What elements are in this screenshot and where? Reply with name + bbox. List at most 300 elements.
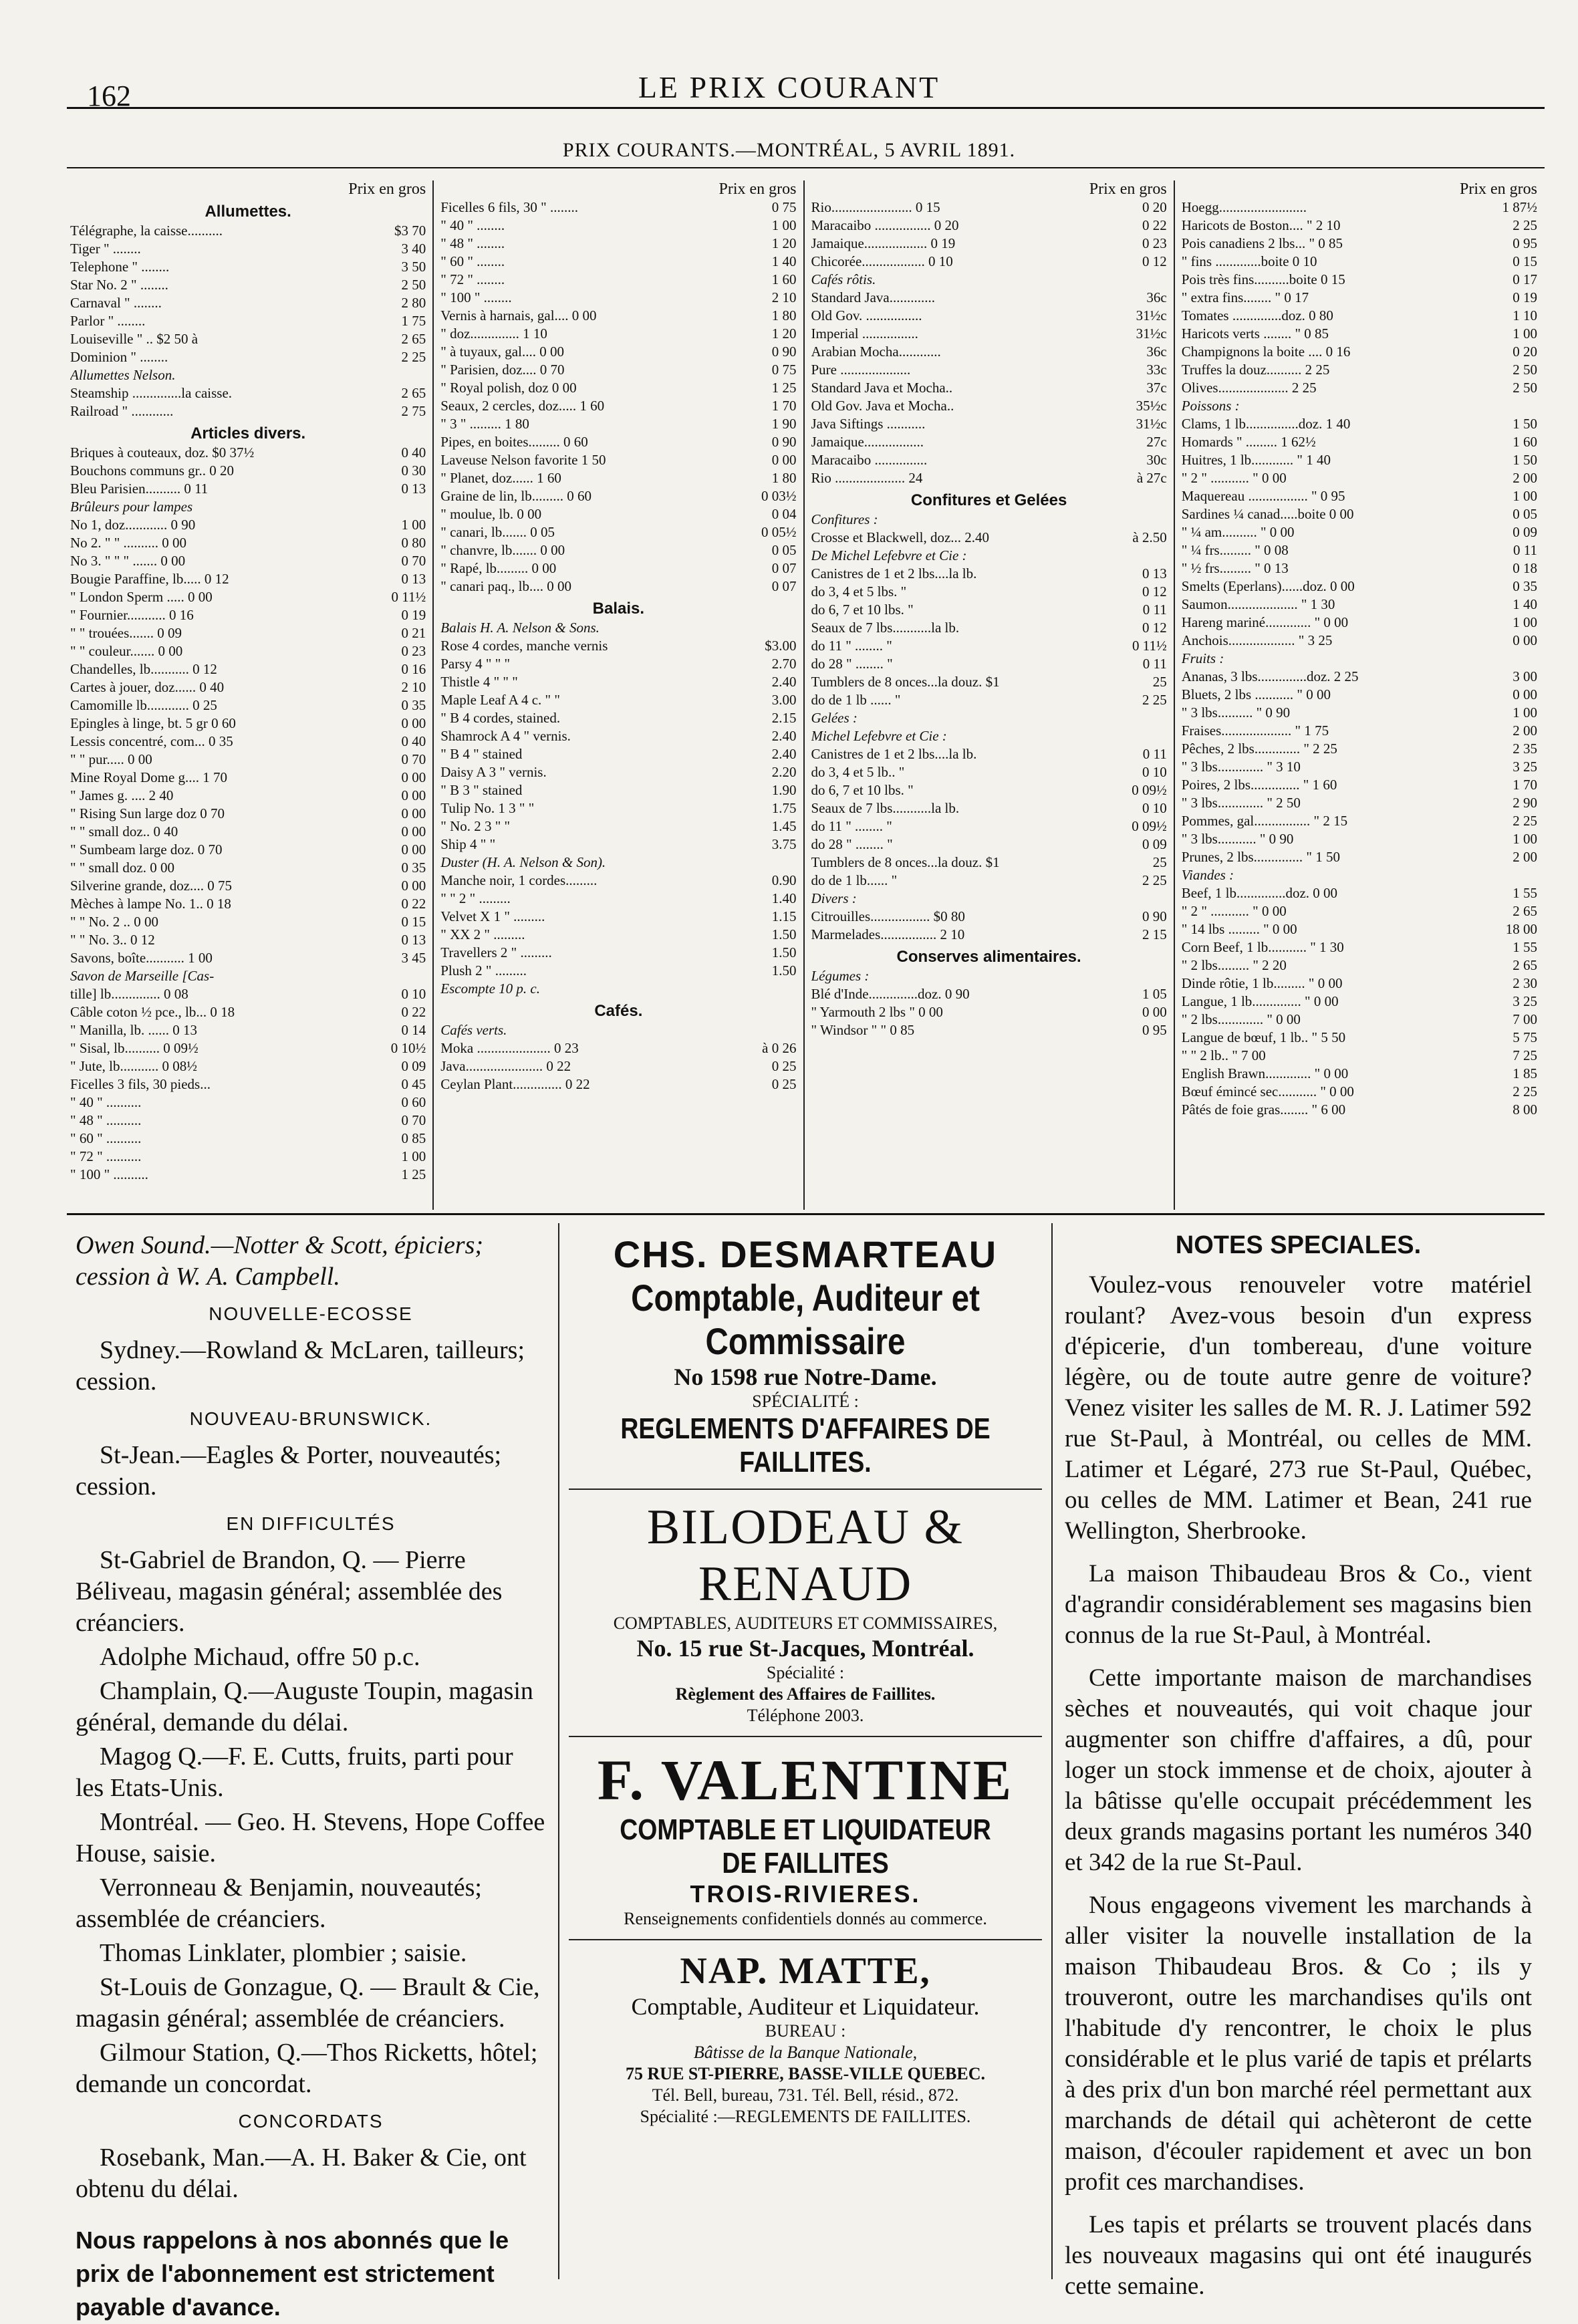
item-name: Anchois................... " 3 25 xyxy=(1181,632,1333,648)
item-name: " " small doz. 0 00 xyxy=(70,860,174,876)
price-row xyxy=(70,534,426,552)
item-name: Pois canadiens 2 lbs... " 0 85 xyxy=(1181,235,1343,251)
price-row xyxy=(1182,379,1537,397)
ad-building: Bâtisse de la Banque Nationale, xyxy=(693,2043,918,2062)
notice-item: Sydney.—Rowland & McLaren, tailleurs; cession. xyxy=(76,1336,525,1396)
price-row xyxy=(70,1039,426,1057)
item-price: 2 10 xyxy=(771,289,797,305)
price-row xyxy=(70,823,426,841)
item-price: 0 10 xyxy=(1142,764,1167,780)
item-price: 0 13 xyxy=(401,571,426,587)
price-row xyxy=(1182,361,1537,379)
item-price: 1.15 xyxy=(771,908,797,924)
item-price: 36c xyxy=(1146,289,1167,305)
item-name: No 3. " " " ....... 0 00 xyxy=(70,553,186,569)
price-row xyxy=(1182,1029,1537,1047)
price-row xyxy=(811,799,1167,817)
item-name: Cartes à jouer, doz...... 0 40 xyxy=(70,679,225,695)
price-row xyxy=(70,642,426,660)
price-row xyxy=(1182,415,1537,433)
item-name: Pêches, 2 lbs............. " 2 25 xyxy=(1181,741,1337,757)
price-columns xyxy=(63,180,1544,1210)
item-name: Corn Beef, 1 lb........... " 1 30 xyxy=(1181,939,1344,955)
item-price: 0 80 xyxy=(401,535,426,551)
price-row xyxy=(811,379,1167,397)
item-price: 0 95 xyxy=(1142,1022,1167,1038)
item-price: 1 75 xyxy=(401,313,426,329)
item-name: Maracaibo ............... xyxy=(811,452,928,468)
item-name: Jamaique.................. 0 19 xyxy=(811,235,956,251)
price-row xyxy=(440,199,796,217)
price-row xyxy=(70,985,426,1003)
item-name: " 2 lbs............. " 0 00 xyxy=(1181,1011,1301,1027)
price-row xyxy=(440,397,796,415)
item-name: No 1, doz............ 0 90 xyxy=(70,517,196,533)
item-name: do 3, 4 et 5 lbs. " xyxy=(811,584,907,600)
price-row xyxy=(70,696,426,715)
item-price: 0 16 xyxy=(401,661,426,677)
price-row xyxy=(811,199,1167,217)
price-row xyxy=(440,289,796,307)
item-price: 0 15 xyxy=(401,914,426,930)
note-paragraph: Nous engageons vivement les marchands à aller visiter la nouvelle installation de la maison Thibaudeau Bros. & Co ; ils y trouveront, outre les marchandises qu'ils ont l'habitude d'y rencontrer, le choix le plus considérable et le plus varié de tapis et prélarts à des prix d'un bon marché réel permettant aux marchands de détail qui achèteront de cette maison, d'écouler rapidement et avec un bon profit ces marchandises. xyxy=(1065,1892,1532,2196)
item-price: 2 00 xyxy=(1513,849,1537,865)
item-price: 1 05 xyxy=(1142,986,1167,1002)
price-row xyxy=(440,505,796,523)
item-price: 7 00 xyxy=(1513,1011,1537,1027)
item-price: 2 80 xyxy=(401,295,426,311)
item-name: Viandes : xyxy=(1181,867,1234,883)
item-name: Briques à couteaux, doz. $0 37½ xyxy=(70,444,255,461)
price-row xyxy=(1182,397,1537,415)
item-name: Plush 2 " ......... xyxy=(440,962,527,979)
item-price: 1 55 xyxy=(1513,939,1537,955)
price-row xyxy=(440,872,796,890)
price-row xyxy=(1182,686,1537,704)
price-row xyxy=(1182,1065,1537,1083)
item-name: " " small doz.. 0 40 xyxy=(70,823,178,840)
item-name: " doz.............. 1 10 xyxy=(440,326,547,342)
item-price xyxy=(1162,271,1167,289)
item-price: 3 45 xyxy=(401,950,426,966)
item-price: 1 40 xyxy=(771,253,797,269)
item-name: Maracaibo ................ 0 20 xyxy=(811,217,959,233)
price-row xyxy=(440,235,796,253)
price-row xyxy=(70,660,426,678)
price-row xyxy=(811,727,1167,745)
item-price: 1 10 xyxy=(1513,307,1537,324)
item-name: Télégraphe, la caisse.......... xyxy=(70,223,223,239)
item-price: 0 18 xyxy=(1513,560,1537,576)
item-price xyxy=(791,1021,797,1039)
item-name: Ficelles 6 fils, 30 " ........ xyxy=(440,199,578,215)
item-name: " 40 " .......... xyxy=(70,1094,142,1110)
notice-item: St-Jean.—Eagles & Porter, nouveautés; cession. xyxy=(76,1441,502,1501)
price-row xyxy=(1182,451,1537,469)
price-row xyxy=(1182,289,1537,307)
item-price: 0 00 xyxy=(401,787,426,803)
price-row xyxy=(440,253,796,271)
ad-role: Comptable, Auditeur et Liquidateur. xyxy=(631,1993,980,2020)
item-name: Tiger " ........ xyxy=(70,241,141,257)
price-row xyxy=(811,253,1167,271)
item-name: " " 2 " ......... xyxy=(440,890,511,906)
price-row xyxy=(1182,794,1537,812)
price-row xyxy=(1182,722,1537,740)
item-name: Pâtés de foie gras........ " 6 00 xyxy=(1181,1102,1346,1118)
price-row xyxy=(1182,830,1537,848)
item-price: 35½c xyxy=(1136,398,1167,414)
item-price: 0 17 xyxy=(1513,271,1537,287)
item-name: " 3 lbs............. " 3 10 xyxy=(1181,759,1301,775)
item-name: " canari paq., lb.... 0 00 xyxy=(440,578,572,594)
item-price: 0 13 xyxy=(1142,565,1167,582)
item-price: 0 75 xyxy=(771,199,797,215)
price-row xyxy=(1182,343,1537,361)
notice-item: Gilmour Station, Q.—Thos Ricketts, hôtel; demande un concordat. xyxy=(76,2039,538,2098)
item-price: 1 20 xyxy=(771,326,797,342)
item-price: 0 20 xyxy=(1513,344,1537,360)
item-price: 2 15 xyxy=(1142,926,1167,942)
item-name: " " couleur....... 0 00 xyxy=(70,643,183,659)
item-price xyxy=(1162,967,1167,985)
item-price: 0 25 xyxy=(771,1058,797,1074)
price-row xyxy=(440,433,796,451)
section-title: Confitures et Gelées xyxy=(910,491,1067,509)
notice-item: Montréal. — Geo. H. Stevens, Hope Coffee House, saisie. xyxy=(76,1808,545,1867)
item-price: 1 00 xyxy=(771,217,797,233)
ad-role: COMPTABLE ET LIQUIDATEUR DE FAILLITES xyxy=(620,1813,991,1880)
price-list-title: PRIX COURANTS.—MONTRÉAL, 5 AVRIL 1891. xyxy=(562,139,1016,161)
subscription-notice: Nous rappelons à nos abonnés que le prix de l'abonnement est strictement payable d'avance. xyxy=(76,2226,509,2321)
item-name: Moka ..................... 0 23 xyxy=(440,1040,579,1056)
price-row xyxy=(1182,776,1537,794)
price-row xyxy=(811,763,1167,781)
header-rule xyxy=(67,107,1545,109)
item-price: 3 50 xyxy=(401,259,426,275)
price-row xyxy=(440,655,796,673)
ad-phone: Téléphone 2003. xyxy=(747,1706,864,1725)
ad-address: No 1598 rue Notre-Dame. xyxy=(674,1364,937,1390)
notice-item: Thomas Linklater, plombier ; saisie. xyxy=(100,1939,467,1967)
price-row xyxy=(811,451,1167,469)
item-price: 0 10 xyxy=(1142,800,1167,816)
price-row xyxy=(440,379,796,397)
column-header: Prix en gros xyxy=(1460,180,1537,198)
ad-office-label: BUREAU : xyxy=(765,2021,846,2041)
ad-spec: Règlement des Affaires de Faillites. xyxy=(675,1684,936,1704)
item-price: 5 75 xyxy=(1513,1029,1537,1045)
item-name: Cafés verts. xyxy=(440,1022,507,1038)
item-price: 0 00 xyxy=(401,878,426,894)
item-price: 0 21 xyxy=(401,625,426,641)
item-price: 0 35 xyxy=(401,697,426,713)
price-row xyxy=(1182,938,1537,956)
item-price xyxy=(1162,511,1167,529)
item-price: 0 07 xyxy=(771,560,797,576)
item-name: Fraises.................... " 1 75 xyxy=(1181,723,1329,739)
price-row xyxy=(1182,668,1537,686)
item-price: 0 09½ xyxy=(1132,818,1167,834)
price-row xyxy=(1182,1011,1537,1029)
item-name: " Yarmouth 2 lbs " 0 00 xyxy=(811,1004,943,1020)
price-row xyxy=(440,745,796,763)
price-row xyxy=(70,715,426,733)
price-row xyxy=(811,289,1167,307)
item-name: " Sumbeam large doz. 0 70 xyxy=(70,842,223,858)
item-price: 0 75 xyxy=(771,362,797,378)
price-row xyxy=(440,343,796,361)
price-row xyxy=(1182,1047,1537,1065)
price-row xyxy=(440,451,796,469)
item-name: do de 1 lb...... " xyxy=(811,872,898,888)
item-price: 0 85 xyxy=(401,1130,426,1146)
price-row xyxy=(440,854,796,872)
item-name: " fins .............boite 0 10 xyxy=(1181,253,1317,269)
item-price: 0 09 xyxy=(1513,524,1537,540)
item-price: 2 65 xyxy=(401,331,426,347)
item-price: 2 25 xyxy=(1513,217,1537,233)
item-price xyxy=(1532,650,1537,668)
item-name: Java...................... 0 22 xyxy=(440,1058,571,1074)
ad-note: Renseignements confidentiels donnés au commerce. xyxy=(624,1909,987,1928)
price-row xyxy=(70,859,426,877)
price-row xyxy=(70,949,426,967)
price-row xyxy=(440,817,796,835)
price-row xyxy=(811,547,1167,565)
price-row xyxy=(1182,866,1537,884)
item-price: 0 09½ xyxy=(1132,782,1167,798)
item-name: Mèches à lampe No. 1.. 0 18 xyxy=(70,896,231,912)
item-name: Haricots de Boston.... " 2 10 xyxy=(1181,217,1341,233)
item-price: 1 80 xyxy=(771,470,797,486)
price-row xyxy=(811,397,1167,415)
price-row xyxy=(1182,271,1537,289)
item-price: 1 00 xyxy=(1513,704,1537,721)
item-name: Steamship ..............la caisse. xyxy=(70,385,233,401)
item-name: Vernis à harnais, gal.... 0 00 xyxy=(440,307,597,324)
item-name: Haricots verts ........ " 0 85 xyxy=(1181,326,1329,342)
item-price: 3.75 xyxy=(771,836,797,852)
price-row xyxy=(811,967,1167,985)
note-paragraph: Cette importante maison de marchandises sèches et nouveautés, qui voit chaque jour augmenter son chiffre d'affaires, a dû, pour loger un stock immense et de choix, ajouter à la bâtisse qu'elle occupait précédemment les deux grands magasins portant les numéros 340 et 342 de la rue St-Paul. xyxy=(1065,1664,1532,1876)
price-row xyxy=(1182,650,1537,668)
price-row xyxy=(440,1075,796,1093)
price-row xyxy=(440,926,796,944)
item-name: " Rapé, lb......... 0 00 xyxy=(440,560,557,576)
section-title: Conserves alimentaires. xyxy=(896,948,1081,966)
item-name: Bœuf émincé sec........... " 0 00 xyxy=(1181,1083,1354,1100)
ad-phones: Tél. Bell, bureau, 731. Tél. Bell, résid., 872. xyxy=(652,2085,959,2105)
ad-spec: REGLEMENTS D'AFFAIRES DE FAILLITES. xyxy=(620,1412,991,1478)
item-price: 0 00 xyxy=(401,842,426,858)
item-name: Travellers 2 " ......... xyxy=(440,944,552,960)
item-price: 0 70 xyxy=(401,1112,426,1128)
item-price: 2.70 xyxy=(771,656,797,672)
price-row xyxy=(1182,487,1537,505)
item-price: 1.50 xyxy=(771,926,797,942)
item-price: 2 65 xyxy=(401,385,426,401)
item-name: Sardines ¼ canad.....boite 0 00 xyxy=(1181,506,1354,522)
page-header xyxy=(0,0,1578,161)
price-row xyxy=(70,769,426,787)
column-header: Prix en gros xyxy=(348,180,426,198)
notice-intro: Owen Sound.—Notter & Scott, épiciers; cession à W. A. Campbell. xyxy=(76,1231,484,1291)
note-paragraph: Voulez-vous renouveler votre matériel roulant? Avez-vous besoin d'un express d'épicerie, d'un tombereau, d'une voiture légère, ou de toute autre genre de voiture? Venez visiter les salles de M. R. J. Latimer 592 rue St-Paul, à Montréal, ou celles de MM. Latimer et Légaré, 273 rue St-Paul, Québec, ou celles de MM. Latimer et Bean, 241 rue Wellington, Sherbrooke. xyxy=(1065,1271,1532,1545)
price-row xyxy=(70,877,426,895)
item-price: 3 00 xyxy=(1513,668,1537,684)
item-name: " " 2 lb.. " 7 00 xyxy=(1181,1047,1266,1063)
item-price: à 2.50 xyxy=(1132,529,1167,545)
price-column xyxy=(805,180,1175,1210)
item-name: Citrouilles................. $0 80 xyxy=(811,908,965,924)
price-row xyxy=(1182,740,1537,758)
price-row xyxy=(811,271,1167,289)
item-name: " 3 lbs........... " 0 90 xyxy=(1181,831,1294,847)
lower-section xyxy=(63,1223,1544,2321)
ad-spec: Spécialité :—REGLEMENTS DE FAILLITES. xyxy=(640,2107,971,2126)
item-price: 0 35 xyxy=(1513,578,1537,594)
price-row xyxy=(811,235,1167,253)
price-row xyxy=(1182,307,1537,325)
item-name: Huitres, 1 lb............ " 1 40 xyxy=(1181,452,1331,468)
item-name: " chanvre, lb....... 0 00 xyxy=(440,542,565,558)
price-row xyxy=(70,1112,426,1130)
item-name: " 100 " .......... xyxy=(70,1166,148,1182)
item-price: 1 40 xyxy=(1513,596,1537,612)
notice-section-title: CONCORDATS xyxy=(238,2111,384,2132)
item-name: Crosse et Blackwell, doz... 2.40 xyxy=(811,529,990,545)
item-price: 0 05½ xyxy=(761,524,797,540)
item-price: 0 90 xyxy=(771,344,797,360)
item-name: Graine de lin, lb......... 0 60 xyxy=(440,488,591,504)
item-name: Câble coton ½ pce., lb... 0 18 xyxy=(70,1004,235,1020)
item-name: Manche noir, 1 cordes......... xyxy=(440,872,598,888)
item-name: Bleu Parisien.......... 0 11 xyxy=(70,481,209,497)
item-price: 0 90 xyxy=(1142,908,1167,924)
price-row xyxy=(811,691,1167,709)
price-row xyxy=(70,552,426,570)
ad-role: COMPTABLES, AUDITEURS ET COMMISSAIRES, xyxy=(613,1613,998,1633)
item-price: 1 25 xyxy=(771,380,797,396)
item-price: 0 40 xyxy=(401,444,426,461)
ad-spec-label: SPÉCIALITÉ : xyxy=(752,1392,859,1411)
ad-name: NAP. MATTE, xyxy=(680,1950,931,1992)
item-name: Carnaval " ........ xyxy=(70,295,162,311)
price-row xyxy=(811,583,1167,601)
item-price: $3.00 xyxy=(765,638,797,654)
price-row xyxy=(440,763,796,781)
item-price: 1 00 xyxy=(1513,831,1537,847)
item-name: Brûleurs pour lampes xyxy=(70,499,193,515)
item-price: 1 00 xyxy=(1513,488,1537,504)
item-name: Dinde rôtie, 1 lb......... " 0 00 xyxy=(1181,975,1343,991)
item-price: 1.50 xyxy=(771,944,797,960)
item-price: 0 00 xyxy=(401,769,426,785)
item-name: " 2 " ........... " 0 00 xyxy=(1181,903,1287,919)
price-row xyxy=(70,348,426,366)
item-name: " " No. 2 .. 0 00 xyxy=(70,914,159,930)
price-row xyxy=(70,606,426,624)
price-row xyxy=(811,601,1167,619)
item-name: Beef, 1 lb..............doz. 0 00 xyxy=(1181,885,1338,901)
item-name: Savon de Marseille [Cas- xyxy=(70,968,215,984)
item-name: " extra fins........ " 0 17 xyxy=(1181,289,1309,305)
item-name: Balais H. A. Nelson & Sons. xyxy=(440,620,600,636)
item-name: tille] lb.............. 0 08 xyxy=(70,986,188,1002)
item-name: do 11 " ........ " xyxy=(811,818,892,834)
item-price: 1 00 xyxy=(401,1148,426,1164)
price-row xyxy=(440,559,796,577)
price-row xyxy=(70,931,426,949)
item-price: 37c xyxy=(1146,380,1167,396)
item-price: 2 65 xyxy=(1513,957,1537,973)
item-price xyxy=(1162,727,1167,745)
item-name: " " No. 3.. 0 12 xyxy=(70,932,155,948)
item-name: Mine Royal Dome g.... 1 70 xyxy=(70,769,228,785)
item-price: 2 25 xyxy=(1513,813,1537,829)
item-price xyxy=(420,366,426,384)
price-row xyxy=(1182,884,1537,902)
item-name: " 48 " .......... xyxy=(70,1112,142,1128)
item-price: 0 13 xyxy=(401,932,426,948)
price-row xyxy=(811,415,1167,433)
note-paragraph: La maison Thibaudeau Bros & Co., vient d'agrandir considérablement ses magasins bien connus de la rue St-Paul, à Montréal. xyxy=(1065,1560,1532,1649)
notice-item: Champlain, Q.—Auguste Toupin, magasin général, demande du délai. xyxy=(76,1677,533,1736)
price-row xyxy=(811,673,1167,691)
item-price: 1.50 xyxy=(771,962,797,979)
price-row xyxy=(70,462,426,480)
item-name: " B 4 " stained xyxy=(440,746,523,762)
item-price: 1 00 xyxy=(401,517,426,533)
section-title: Articles divers. xyxy=(190,424,306,442)
item-name: " à tuyaux, gal.... 0 00 xyxy=(440,344,564,360)
item-name: Seaux de 7 lbs...........la lb. xyxy=(811,800,960,816)
item-name: Bouchons communs gr.. 0 20 xyxy=(70,463,234,479)
item-price: 2 00 xyxy=(1513,723,1537,739)
item-price: $3 70 xyxy=(394,223,426,239)
item-name: " ¼ am.......... " 0 00 xyxy=(1181,524,1295,540)
price-row xyxy=(1182,956,1537,975)
item-name: " 14 lbs ......... " 0 00 xyxy=(1181,921,1297,937)
price-row xyxy=(70,240,426,258)
item-name: " Fournier........... 0 16 xyxy=(70,607,194,623)
item-name: do 11 " ........ " xyxy=(811,638,892,654)
item-name: Parlor " ........ xyxy=(70,313,146,329)
price-row xyxy=(1182,523,1537,541)
item-name: Fruits : xyxy=(1181,650,1224,666)
item-price: 27c xyxy=(1146,434,1167,450)
item-name: Pois très fins..........boite 0 15 xyxy=(1181,271,1345,287)
item-name: Gelées : xyxy=(811,710,858,726)
item-price: 0 20 xyxy=(1142,199,1167,215)
price-row xyxy=(811,565,1167,583)
price-row xyxy=(811,872,1167,890)
price-row xyxy=(440,709,796,727)
price-row xyxy=(70,624,426,642)
item-name: Daisy A 3 " vernis. xyxy=(440,764,547,780)
item-name: Smelts (Eperlans)......doz. 0 00 xyxy=(1181,578,1355,594)
item-price: 0 95 xyxy=(1513,235,1537,251)
price-row xyxy=(1182,704,1537,722)
price-row xyxy=(1182,596,1537,614)
item-name: Java Siftings ........... xyxy=(811,416,926,432)
price-row xyxy=(1182,1083,1537,1101)
item-name: Cafés rôtis. xyxy=(811,271,876,287)
item-price: 1 70 xyxy=(1513,777,1537,793)
item-price: 2 50 xyxy=(1513,362,1537,378)
item-price: 0 22 xyxy=(401,896,426,912)
